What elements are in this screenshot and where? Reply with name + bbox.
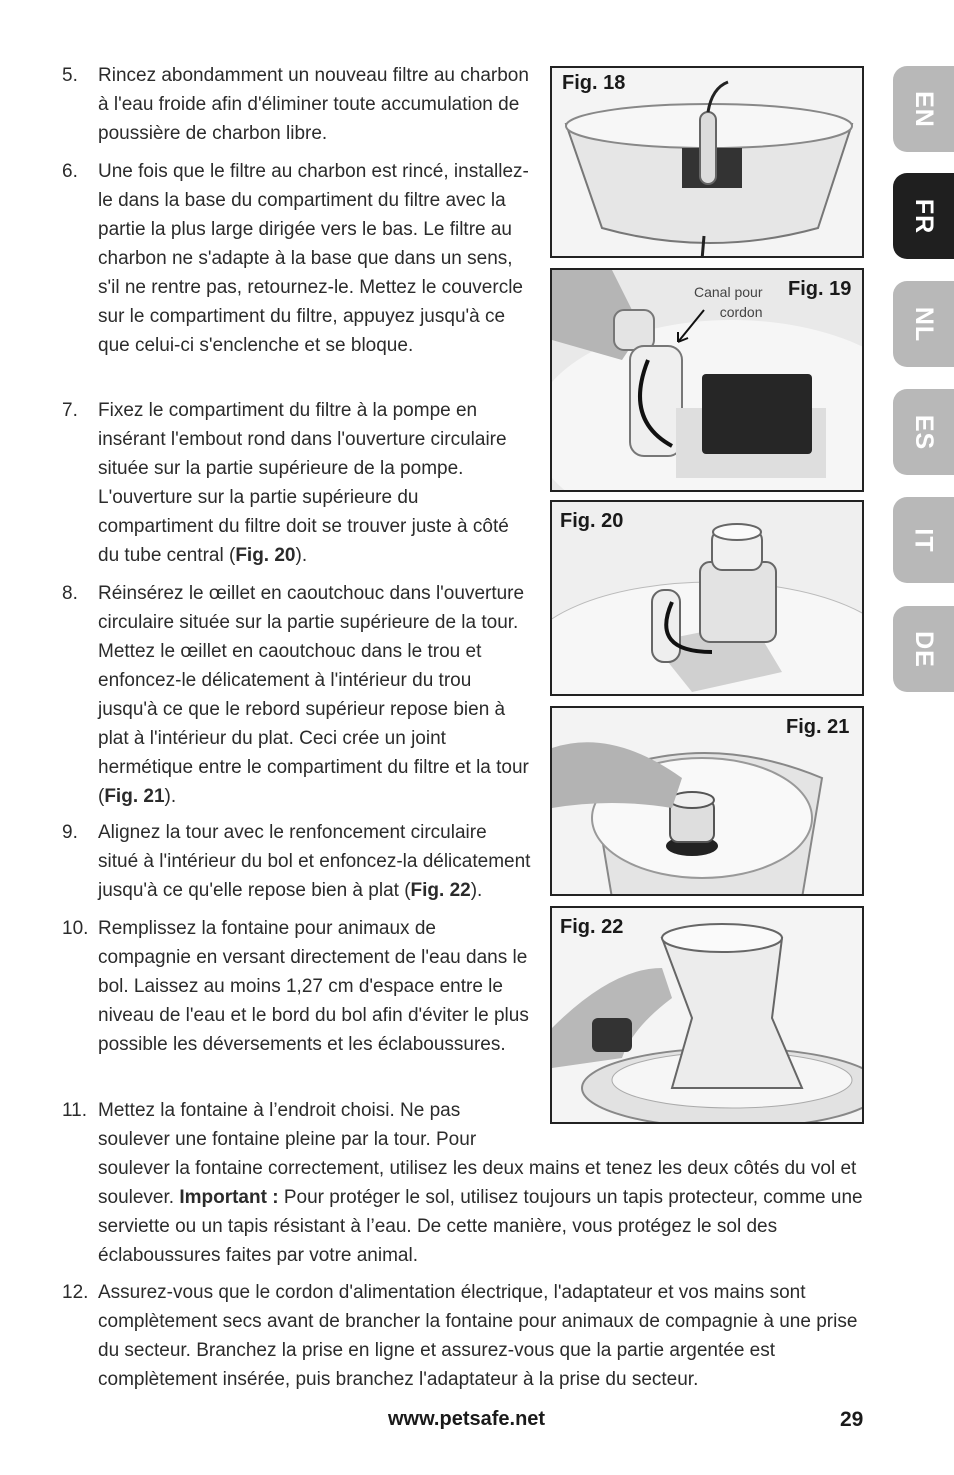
tab-label: FR	[909, 198, 938, 234]
language-tab-es[interactable]	[893, 389, 954, 475]
step-number: 8.	[62, 583, 78, 604]
tab-label: IT	[910, 527, 938, 553]
language-tab-nl[interactable]	[893, 281, 954, 367]
step-text	[98, 396, 532, 570]
step-text: Une fois que le filtre au charbon est rincé, installez-le dans la base du compartiment du filtre avec la partie la plus large dirigée vers le bas. Le filtre au charbon ne s'adapte à la base que dans un sens, s'il ne rentre pas, retournez-le. Mettez le couvercle sur le compartiment du filtre, appuyez jusqu'à ce que celui-ci s'enclenche et se bloque.	[98, 161, 529, 356]
figure-20	[550, 500, 864, 696]
cord-channel-callout	[694, 282, 763, 322]
language-tab-it[interactable]	[893, 497, 954, 583]
step-text: Remplissez la fontaine pour animaux de compagnie en versant directement de l'eau dans le bol. Laissez au moins 1,27 cm d'espace entre le niveau de l'eau et le bord du bol afin d'éviter le plus possible les déversements et les éclaboussures.	[98, 918, 529, 1055]
step-8	[62, 579, 532, 811]
step-text-part: ).	[164, 786, 177, 807]
step-number: 12.	[62, 1282, 89, 1303]
footer-url[interactable]: www.petsafe.net	[388, 1408, 546, 1430]
callout-line: Canal pour	[694, 284, 763, 300]
step-12	[62, 1278, 872, 1394]
figure-22	[550, 906, 864, 1124]
step-number: 6.	[62, 161, 78, 182]
step-number: 11.	[62, 1100, 88, 1121]
step-text-part: Pour protéger le sol, utilisez toujours un tapis protecteur, comme une serviette ou un tapis résistant à l’eau. De cette manière, vous protégez le sol des éclaboussures faites par votre animal.	[98, 1187, 863, 1266]
step-text-part: Réinsérez le œillet en caoutchouc dans l'ouverture circulaire située sur la partie supérieure de la tour. Mettez le œillet en caoutchouc dans le trou et enfoncez-le délicatement à l'intérieur du trou jusqu'à ce que le rebord supérieur repose bien à plat à l'intérieur du plat. Ceci crée un joint hermétique entre le compartiment du filtre et la tour (	[98, 583, 529, 807]
important-label: Important :	[179, 1187, 279, 1208]
step-text-part: ).	[295, 545, 308, 566]
callout-line: cordon	[719, 304, 763, 320]
figure-label: Fig. 19	[788, 278, 852, 300]
step-text-part: Alignez la tour avec le renfoncement circulaire situé à l'intérieur du bol et enfoncez-la délicatement jusqu'à ce qu'elle repose bien à plat (	[98, 822, 531, 901]
step-6	[62, 157, 532, 360]
step-text-part: Mettez la fontaine à l’endroit choisi. Ne pas soulever une fontaine pleine par la tour. Pour soulever la fontaine correctement, utilisez les deux mains et tenez les deux côtés du vol et soulever.	[98, 1100, 857, 1208]
figure-reference: Fig. 22	[410, 880, 471, 901]
step-text-part: Fixez le compartiment du filtre à la pompe en insérant l'embout rond dans l'ouverture circulaire située sur la partie supérieure de la pompe. L'ouverture sur la partie supérieure du compartiment du filtre doit se trouver juste à côté du tube central (	[98, 400, 509, 566]
figure-19	[550, 268, 864, 492]
page-number: 29	[840, 1408, 864, 1431]
step-number: 5.	[62, 65, 78, 86]
fountain-bowl-photo	[552, 68, 864, 258]
figure-21	[550, 706, 864, 896]
figure-label: Fig. 18	[562, 72, 626, 94]
step-9	[62, 818, 532, 905]
figure-18	[550, 66, 864, 258]
step-7	[62, 396, 532, 570]
tower-in-bowl-photo	[552, 908, 864, 1124]
step-text: Assurez-vous que le cordon d'alimentation électrique, l'adaptateur et vos mains sont complètement secs avant de brancher la fontaine pour animaux de compagnie à une prise du secteur. Branchez la prise en ligne et assurez-vous que la partie argentée est complètement insérée, puis branchez l'adaptateur à la prise du secteur.	[98, 1282, 858, 1390]
step-5	[62, 61, 532, 148]
tab-label: DE	[909, 630, 938, 668]
figure-reference: Fig. 21	[104, 786, 165, 807]
step-number: 9.	[62, 822, 78, 843]
step-number: 10.	[62, 918, 89, 939]
language-tab-fr[interactable]	[893, 173, 954, 259]
language-tab-en[interactable]	[893, 66, 954, 152]
step-text-part: ).	[470, 880, 483, 901]
step-10	[62, 914, 532, 1059]
step-text: Rincez abondamment un nouveau filtre au charbon à l'eau froide afin d'éliminer toute accumulation de poussière de charbon libre.	[98, 65, 529, 144]
tab-label: NL	[909, 306, 938, 342]
step-text	[98, 579, 532, 811]
figure-label: Fig. 22	[560, 916, 624, 938]
figure-reference: Fig. 20	[235, 545, 296, 566]
tab-label: ES	[909, 414, 938, 450]
language-tab-de[interactable]	[893, 606, 954, 692]
step-text	[98, 818, 532, 905]
figure-label: Fig. 20	[560, 510, 624, 532]
tab-label: EN	[909, 90, 938, 128]
step-number: 7.	[62, 400, 78, 421]
figure-label: Fig. 21	[786, 716, 850, 738]
